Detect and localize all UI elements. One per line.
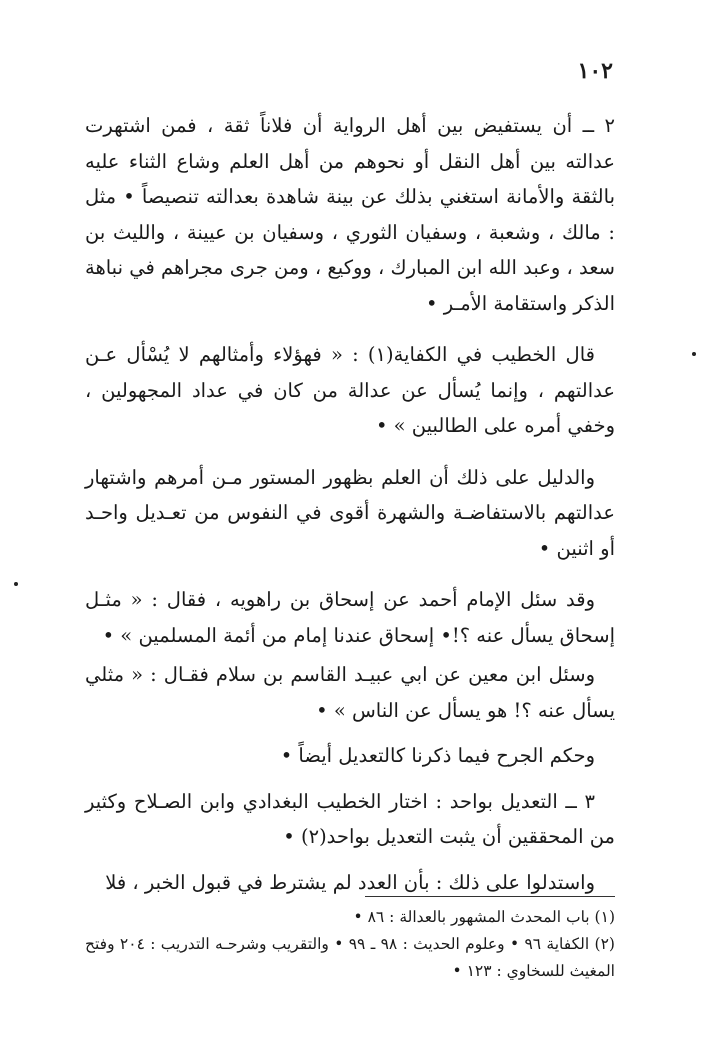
margin-mark — [692, 352, 696, 356]
footnote-divider — [365, 896, 615, 897]
footnotes — [85, 904, 615, 985]
paragraph-jarh-ruling: وحكم الجرح فيما ذكرنا كالتعديل أيضاً • — [280, 744, 595, 767]
paragraph-khatib-quote: قال الخطيب في الكفاية(١) : « فهؤلاء وأمثالهم لا يُسْأل عـن عدالتهم ، وإنما يُسأل عن عدالة من كان في عداد المجهولين ، وخفي أمره على الطالبين » • — [85, 343, 615, 437]
main-text — [85, 108, 615, 900]
margin-mark — [14, 582, 18, 586]
paragraph-ibn-maeen: وسئل ابن معين عن ابي عبيـد القاسم بن سلام فقـال : « مثلي يسأل عنه ؟! هو يسأل عن الناس » • — [85, 663, 615, 722]
paragraph-widespread-reputation: ٢ ــ أن يستفيض بين أهل الرواية أن فلاناً ثقة ، فمن اشتهرت عدالته بين أهل النقل أو نحوهم من أهل العلم وشاع الثناء عليه بالثقة والأمانة استغني بذلك عن بينة شاهدة بعدالته تنصيصاً • مثل : مالك ، وشعبة ، وسفيان الثوري ، وسفيان بن عيينة ، والليث بن سعد ، وعبد الله ابن المبارك ، ووكيع ، ومن جرى مجراهم في نباهة الذكر واستقامة الأمـر • — [85, 114, 615, 315]
paragraph-evidence: والدليل على ذلك أن العلم بظهور المستور مـن أمرهم واشتهار عدالتهم بالاستفاضـة والشهرة أقوى في النفوس من تعـديل واحـد أو اثنين • — [85, 465, 615, 560]
footnote-2: (٢) الكفاية ٩٦ • وعلوم الحديث : ٩٨ ـ ٩٩ • والتقريب وشرحـه التدريب : ٢٠٤ وفتح المغيث للسخاوي : ١٢٣ • — [85, 935, 615, 980]
paragraph-argument: واستدلوا على ذلك : بأن العدد لم يشترط في قبول الخبر ، فلا — [105, 870, 595, 894]
paragraph-tadil-single: ٣ ــ التعديل بواحد : اختار الخطيب البغدادي وابن الصـلاح وكثير من المحققين أن يثبت التعديل بواحد(٢) • — [85, 789, 615, 848]
page-number: ١٠٢ — [577, 58, 613, 84]
paragraph-ahmad-ishaq: وقد سئل الإمام أحمد عن إسحاق بن راهويه ، فقال : « مثـل إسحاق يسأل عنه ؟!• إسحاق عندنا إمام من أئمة المسلمين » • — [85, 588, 615, 647]
footnote-1: (١) باب المحدث المشهور بالعدالة : ٨٦ • — [353, 908, 615, 926]
